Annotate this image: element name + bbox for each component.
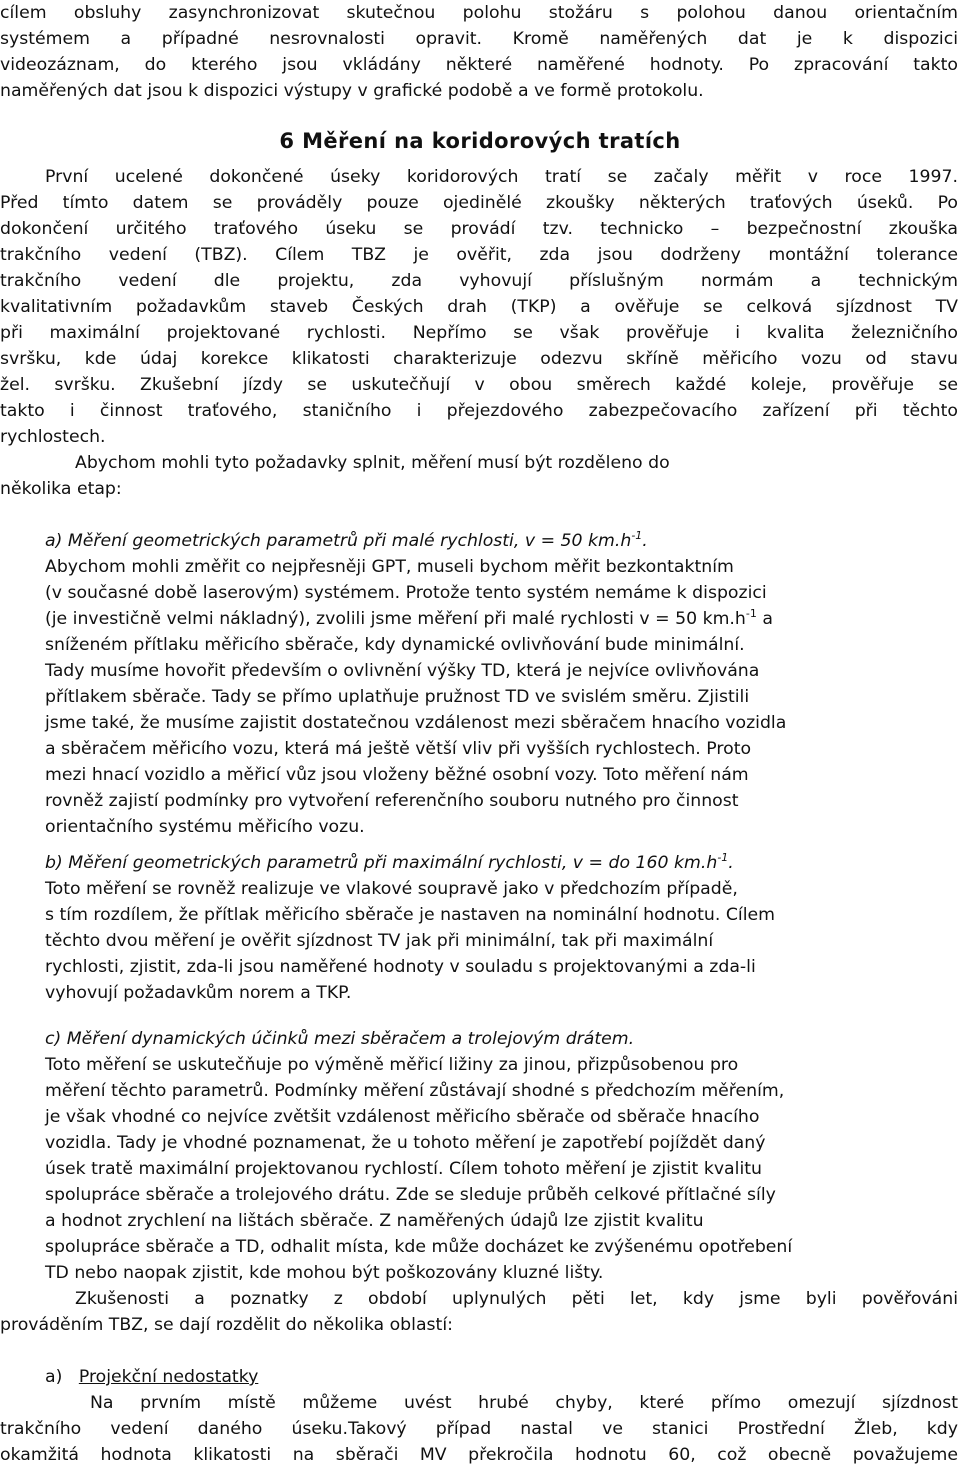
list-a-title: a) Projekční nedostatky [45, 1367, 259, 1387]
item-a-title: a) Měření geometrických parametrů při malé rychlosti, v = 50 $km.h^{-1}$. [45, 529, 648, 551]
paragraph-line: žel. svršku. Zkušební jízdy se uskutečňují v obou směrech každé koleje, prověřuje se [0, 375, 958, 395]
item-a-line: přítlakem sběrače. Tady se přímo uplatňuje pružnost TD ve svislém směru. Zjistili [45, 687, 750, 707]
paragraph-line: několika etap: [0, 479, 122, 499]
paragraph-line: dokončení určitého traťového úseku se provádí tzv. technicko – bezpečnostní zkouška [0, 219, 958, 239]
item-a-line: a sběračem měřicího vozu, která má ještě větší vliv při vyšších rychlostech. Proto [45, 739, 752, 759]
item-c-line: Toto měření se uskutečňuje po výměně měřicí ližiny za jinou, přizpůsobenou pro [45, 1055, 739, 1075]
item-c-line: je však vhodné co nejvíce zvětšit vzdálenost měřicího sběrače od sběrače hnacího [45, 1107, 760, 1127]
item-a-line: rovněž zajistí podmínky pro vytvoření referenčního souboru nutného pro činnost [45, 791, 739, 811]
section-heading: 6 Měření na koridorových tratích [279, 129, 681, 153]
item-a-line: (v současné době laserovým) systémem. Protože tento systém nemáme k dispozici [45, 583, 767, 603]
paragraph-line: kvalitativním požadavkům staveb Českých drah (TKP) a ověřuje se celková sjízdnost TV [0, 297, 958, 317]
item-b-title: b) Měření geometrických parametrů při maximální rychlosti, v = do 160 $km.h^{-1}$. [45, 851, 734, 873]
intro-line-4: naměřených dat jsou k dispozici výstupy v grafické podobě a ve formě protokolu. [0, 81, 704, 101]
paragraph-line: trakčního vedení (TBZ). Cílem TBZ je ověřit, zda jsou dodrženy montážní tolerance [0, 245, 958, 265]
item-c-line: TD nebo naopak zjistit, kde mohou být poškozovány kluzné lišty. [45, 1263, 604, 1283]
paragraph-line: rychlostech. [0, 427, 106, 447]
item-b-line: rychlosti, zjistit, zda-li jsou naměřené hodnoty v souladu s projektovanými a zda-li [45, 957, 756, 977]
paragraph-line: při maximální projektované rychlosti. Nepřímo se však prověřuje i kvalita železničního [0, 323, 958, 343]
item-a-line: Tady musíme hovořit především o ovlivnění výšky TD, která je nejvíce ovlivňována [45, 661, 760, 681]
item-b-line: s tím rozdílem, že přítlak měřicího sběrače je nastaven na nominální hodnotu. Cílem [45, 905, 775, 925]
list-a-line: Na prvním místě můžeme uvést hrubé chyby, které přímo omezují sjízdnost [90, 1393, 958, 1413]
paragraph-line: Před tímto datem se prováděly pouze ojedinělé zkoušky některých traťových úseků. Po [0, 193, 958, 213]
item-a-line: mezi hnací vozidlo a měřicí vůz jsou vloženy běžné osobní vozy. Toto měření nám [45, 765, 749, 785]
item-a-line: jsme také, že musíme zajistit dostatečnou vzdálenost mezi sběračem hnacího vozidla [45, 713, 787, 733]
experience-line: prováděním TBZ, se dají rozdělit do několika oblastí: [0, 1315, 453, 1335]
paragraph-line: takto i činnost traťového, staničního i přejezdového zabezpečovacího zařízení při těchto [0, 401, 958, 421]
item-c-line: spolupráce sběrače a TD, odhalit místa, kde může docházet ke zvýšenému opotřebení [45, 1237, 793, 1257]
paragraph-line: První ucelené dokončené úseky koridorových tratí se začaly měřit v roce 1997. [45, 167, 958, 187]
list-a-line: trakčního vedení daného úseku.Takový případ nastal ve stanici Prostřední Žleb, kdy [0, 1419, 958, 1439]
experience-line: Zkušenosti a poznatky z období uplynulých pěti let, kdy jsme byli pověřováni [75, 1289, 958, 1309]
item-a-line: orientačního systému měřicího vozu. [45, 817, 365, 837]
item-a-line: (je investičně velmi nákladný), zvolili jsme měření při malé rychlosti v = 50 $km.h^{-1}$ a [45, 607, 773, 629]
intro-line-1: cílem obsluhy zasynchronizovat skutečnou polohu stožáru s polohou danou orientačním [0, 3, 958, 23]
item-b-line: vyhovují požadavkům norem a TKP. [45, 983, 352, 1003]
list-a-line: okamžitá hodnota klikatosti na sběrači MV překročila hodnotu 60, což obecně považujeme [0, 1445, 958, 1465]
item-a-line: sníženém přítlaku měřicího sběrače, kdy dynamické ovlivňování bude minimální. [45, 635, 745, 655]
paragraph-line: trakčního vedení dle projektu, zda vyhovují příslušným normám a technickým [0, 271, 958, 291]
paragraph-line: svršku, kde údaj korekce klikatosti charakterizuje odezvu skříně měřicího vozu od stavu [0, 349, 958, 369]
item-a-line: Abychom mohli změřit co nejpřesněji GPT, museli bychom měřit bezkontaktním [45, 557, 734, 577]
item-c-line: úsek tratě maximální projektovanou rychlostí. Cílem tohoto měření je zjistit kvalitu [45, 1159, 762, 1179]
item-c-line: spolupráce sběrače a trolejového drátu. Zde se sleduje průběh celkové přítlačné síly [45, 1185, 776, 1205]
item-c-line: a hodnot zrychlení na lištách sběrače. Z naměřených údajů lze zjistit kvalitu [45, 1211, 704, 1231]
paragraph-line: Abychom mohli tyto požadavky splnit, měření musí být rozděleno do [75, 453, 670, 473]
intro-line-2: systémem a případné nesrovnalosti opravit. Kromě naměřených dat je k dispozici [0, 29, 958, 49]
list-a-title-text: Projekční nedostatky [78, 1367, 259, 1387]
item-c-title: c) Měření dynamických účinků mezi sběračem a trolejovým drátem. [45, 1029, 635, 1049]
intro-line-3: videozáznam, do kterého jsou vkládány některé naměřené hodnoty. Po zpracování takto [0, 55, 958, 75]
item-c-line: měření těchto parametrů. Podmínky měření zůstávají shodné s předchozím měřením, [45, 1081, 785, 1101]
item-c-line: vozidla. Tady je vhodné poznamenat, že u tohoto měření je zapotřebí pojíždět daný [45, 1133, 766, 1153]
item-b-line: Toto měření se rovněž realizuje ve vlakové soupravě jako v předchozím případě, [45, 879, 738, 899]
item-b-line: těchto dvou měření je ověřit sjízdnost TV jak při minimální, tak při maximální [45, 931, 714, 951]
